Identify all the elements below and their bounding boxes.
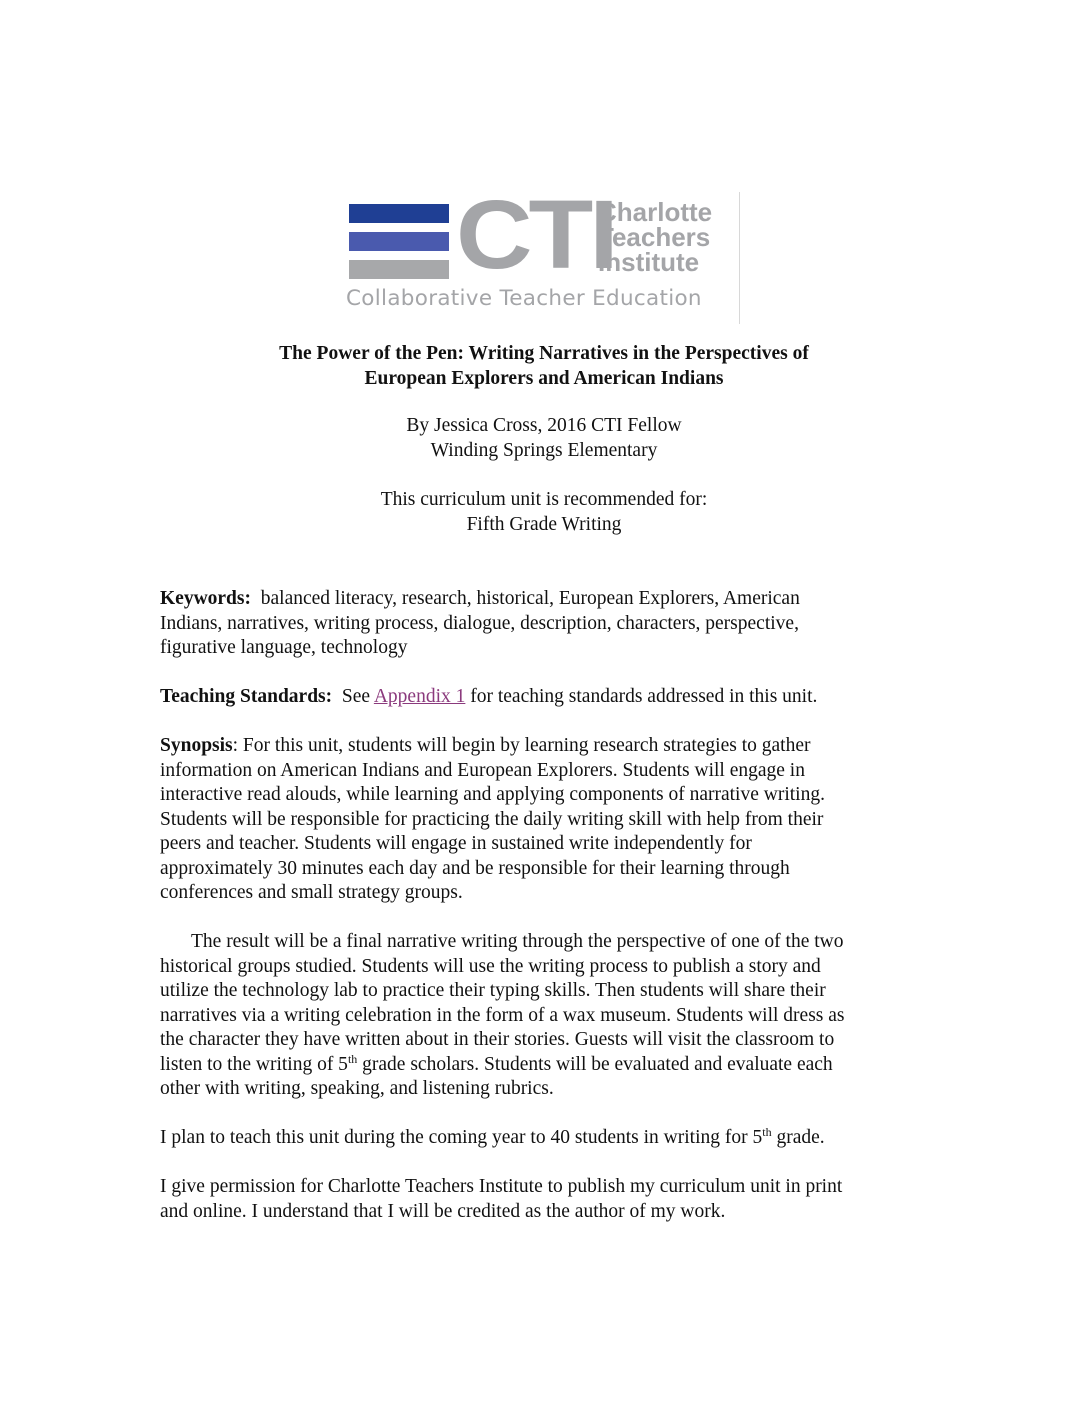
title-line: European Explorers and American Indians — [364, 367, 724, 389]
synopsis-line: Students will be responsible for practicing the daily writing skill with help from their — [160, 808, 824, 830]
standards-label: Teaching Standards: — [160, 686, 333, 707]
synopsis-line: conferences and small strategy groups. — [160, 882, 463, 903]
document-title — [0, 342, 1088, 391]
plan-section — [160, 1126, 920, 1151]
synopsis-line: interactive read alouds, while learning and applying components of narrative writing. — [160, 784, 825, 805]
title-line: The Power of the Pen: Writing Narratives in the Perspectives of — [279, 343, 809, 364]
keywords-label: Keywords: — [160, 588, 251, 609]
recommendation-block — [0, 488, 1088, 537]
result-line: The result will be a final narrative writing through the perspective of one of the two — [191, 931, 844, 952]
author-block — [0, 414, 1088, 463]
logo-name-line: Institute — [598, 247, 700, 277]
logo-name-line: Charlotte — [598, 197, 713, 227]
synopsis-line: information on American Indians and European Explorers. Students will engage in — [160, 759, 805, 781]
permission-section — [160, 1175, 920, 1224]
permission-line: I give permission for Charlotte Teachers Institute to publish my curriculum unit in print — [160, 1176, 843, 1197]
logo-acronym: CTI — [456, 180, 615, 290]
result-section — [160, 930, 920, 1102]
keywords-line: Indians, narratives, writing process, dialogue, description, characters, perspective, — [160, 612, 799, 634]
keywords-line: figurative language, technology — [160, 637, 408, 658]
appendix-1-link[interactable]: Appendix 1 — [373, 686, 466, 707]
logo-bar-bottom — [349, 260, 449, 279]
logo-name-line: Teachers — [598, 222, 711, 252]
synopsis-label: Synopsis — [160, 735, 233, 756]
keywords-line: balanced literacy, research, historical, European Explorers, American — [260, 588, 800, 609]
school-name: Winding Springs Elementary — [430, 439, 658, 461]
synopsis-line: : For this unit, students will begin by learning research strategies to gather — [232, 735, 811, 756]
recommended-label: This curriculum unit is recommended for: — [380, 489, 708, 510]
keywords-section — [160, 587, 920, 661]
ordinal-suffix: th — [762, 1125, 772, 1139]
ordinal-suffix: th — [347, 1051, 358, 1066]
logo-tagline: Collaborative Teacher Education — [346, 286, 702, 311]
result-line: other with writing, speaking, and listening rubrics. — [160, 1078, 554, 1099]
result-line: narratives via a writing celebration in the form of a wax museum. Students will dress as — [160, 1004, 845, 1026]
cti-logo — [346, 180, 742, 324]
logo-divider — [739, 192, 740, 324]
recommended-for: Fifth Grade Writing — [466, 513, 622, 535]
standards-see: See — [341, 686, 371, 707]
standards-text: for teaching standards addressed in this unit. — [470, 686, 818, 707]
result-line: the character they have written about in their stories. Guests will visit the classroom to — [160, 1029, 835, 1050]
synopsis-section — [160, 734, 920, 906]
result-line: utilize the technology lab to practice their typing skills. Then students will share their — [160, 980, 826, 1001]
result-line: grade scholars. Students will be evaluated and evaluate each — [357, 1053, 833, 1075]
logo-bar-middle — [349, 232, 449, 251]
logo-bar-top — [349, 204, 449, 223]
plan-text: grade. — [771, 1127, 825, 1148]
standards-section — [160, 685, 920, 710]
plan-text: I plan to teach this unit during the coming year to 40 students in writing for 5 — [160, 1127, 763, 1148]
result-line: listen to the writing of 5 — [160, 1053, 348, 1075]
logo-name — [598, 197, 713, 277]
synopsis-line: peers and teacher. Students will engage in sustained write independently for — [160, 833, 752, 854]
permission-line: and online. I understand that I will be credited as the author of my work. — [160, 1200, 726, 1222]
synopsis-line: approximately 30 minutes each day and be responsible for their learning through — [160, 857, 790, 879]
result-line: historical groups studied. Students will use the writing process to publish a story and — [160, 955, 821, 977]
author-byline: By Jessica Cross, 2016 CTI Fellow — [406, 415, 682, 436]
